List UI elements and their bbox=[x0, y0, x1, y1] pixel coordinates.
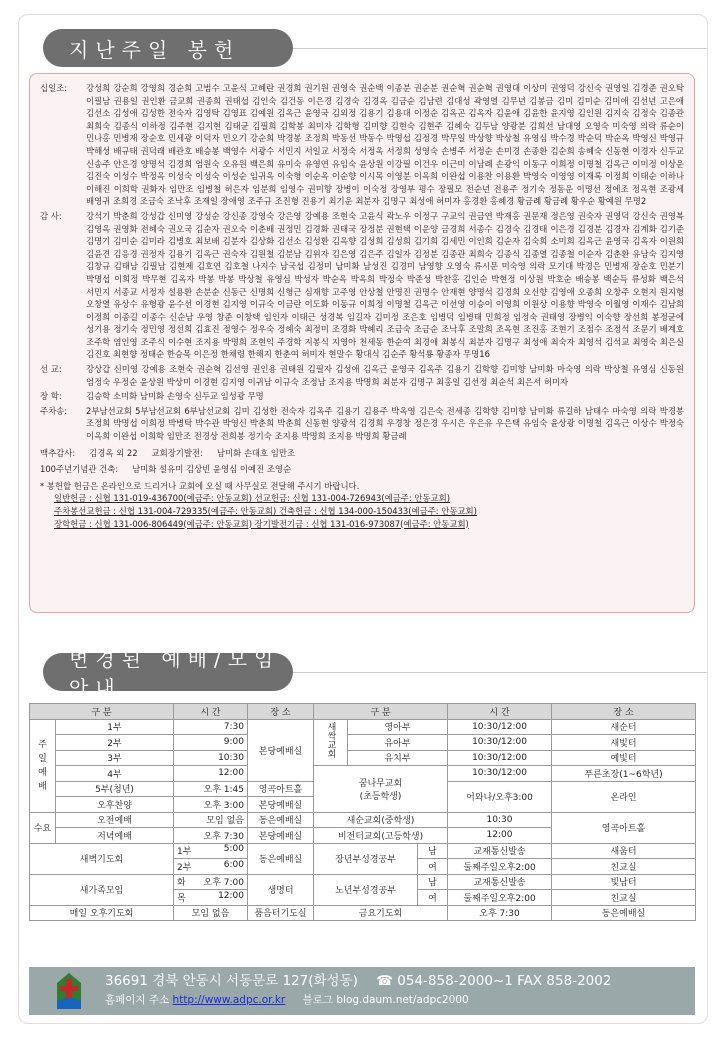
section-title-schedule bbox=[43, 647, 293, 700]
bulletin-page bbox=[18, 14, 708, 1024]
service-name: 2부 bbox=[56, 735, 174, 751]
family-slot bbox=[174, 874, 248, 890]
family-day: 화 bbox=[177, 878, 186, 889]
service-time: 12:00 bbox=[174, 766, 248, 782]
footer bbox=[29, 967, 695, 1015]
dawn-label: 새벽기도회 bbox=[30, 843, 174, 874]
blog: 블로그 blog.daum.net/adpc2000 bbox=[302, 994, 469, 1006]
col-header: 시 간 bbox=[448, 704, 552, 720]
study-place: 친교실 bbox=[552, 859, 696, 875]
bank-account: 주차봉선교헌금 : 신협 131-004-729335(예금주: 안동교회) 건축헌금 : 신협 134-000-150433(예금주: 안동교회) bbox=[54, 506, 477, 516]
misc-label: 교회장기발전: bbox=[151, 447, 203, 458]
dept-time: 10:30 bbox=[448, 812, 552, 828]
dept-name: 비전터교회(고등학생) bbox=[314, 828, 448, 844]
offering-label: 십일조: bbox=[40, 83, 68, 93]
col-header: 구 분 bbox=[314, 704, 448, 720]
section-title-text: 변경된 예배/모임안내 bbox=[69, 647, 281, 700]
divider bbox=[293, 48, 708, 49]
offering-row bbox=[40, 210, 684, 361]
offering-row bbox=[40, 405, 684, 443]
study-place: 친교실 bbox=[552, 890, 696, 906]
service-name: 금요기도회 bbox=[314, 905, 448, 921]
dept-name: 유아부 bbox=[348, 735, 448, 751]
address: 36691 경북 안동시 서동문로 127(화성동) bbox=[105, 973, 358, 989]
dept-name: 유치부 bbox=[348, 750, 448, 766]
offering-label: 선 교: bbox=[40, 364, 62, 375]
dept-place: 푸른초장(1~6학년) bbox=[552, 766, 696, 782]
service-place: 영곡아트홀 bbox=[248, 781, 314, 797]
service-name: 오전예배 bbox=[56, 812, 174, 828]
dept-time: 12:00 bbox=[448, 828, 552, 844]
study-label: 노년부성경공부 bbox=[314, 874, 418, 905]
homepage-link[interactable]: http://www.adpc.or.kr bbox=[172, 994, 286, 1006]
service-time: 7:30 bbox=[174, 719, 248, 735]
study-time: 교재통신발송 bbox=[448, 843, 552, 859]
service-time: 모임 없음 bbox=[174, 812, 248, 828]
service-place: 본당예배실 bbox=[248, 797, 314, 813]
family-label: 새가족모임 bbox=[30, 874, 174, 905]
service-name: 매일 오후기도회 bbox=[30, 905, 174, 921]
dept-time: 10:30/12:00 bbox=[448, 766, 552, 782]
col-header: 장 소 bbox=[248, 704, 314, 720]
offering-names: 강석기 박춘희 강성갑 신미영 강성순 강신종 강영숙 강은영 강예용 조현숙 고윤식 곽노우 이정구 구교익 권금연 박재홍 권문재 정은영 권숙자 권영덕 강신숙 권영복 김영옥 권영화 전혜숙 권오국 김순자 권오숙 이춘배 권정민 김경화 권태국 장정분 권현택 이운양 금경희 서종수 김경숙 김경태 이은경 김경분 김경자 김계화 김기준 김명기 김미순 김미라 김병호 최보배 김분자 김상화 김선소 김성환 김옥향 김성희 김성희 김기희 김세민 이인희 김순자 김숙희 소미희 김옥근 윤영국 김옥자 이원희 김윤견 김응경 권정자 김용기 김옥근 권숙자 김원철 김분남 김위자 김은영 김은주 김일자 김정분 김종관 최희숙 김종식 김종열 김종철 이순자 김춘환 유남숙 김지영 김창규 김태남 김필남 김현제 김호연 김호철 나지수 남국섭 김정미 남미화 남성진 김경미 남영향 오영숙 류시문 미숙영 의락 모기대 박경은 민병재 장순호 민분기 박명섭 이희정 박무현 김옥자 박봉 박봉 박상철 유영심 박성자 박순옥 박옥희 박정숙 박준성 박찬홍 김인순 박현정 이상원 박호순 배승봉 백순득 류성화 백은석 서민지 서종교 서정자 설용환 손분순 신동근 신명희 신형근 심재향 고주영 안상철 안명진 권명수 안재현 양명석 김경희 오신향 김영애 오종희 오창주 오현지 원지형 오창열 유상수 유형광 윤수선 이경현 김지영 이규숙 이금란 이도화 이동규 이희정 이명철 김옥근 이선영 이승이 이영희 이원상 이용향 박영숙 이월영 이재수 김남희 이정희 이종길 이종수 신순남 우영 창준 이창택 임인자 이태근 성경복 임길자 김미정 조은호 임병덕 임병태 민희정 임정숙 권태영 장병익 이숙향 장선희 봉정균에 성기용 정기숙 정민영 정선희 김효진 정영수 정우숙 정혜숙 최정미 조경화 박혜리 조금숙 조금순 조낙후 조말희 조옥현 조진홍 조현기 조점수 조정석 조문기 배계호 조주학 염인영 조주식 이수현 조지용 박명희 조현익 주경학 지봉식 지영아 천세동 한순여 최경애 최봉식 최분자 김명구 최성애 최숙자 최영석 김석교 최영숙 최은실 김진호 최현향 정태순 한승목 이은정 한채령 한해지 한춘여 허미자 현말수 황대식 김순주 황석룡 황종자 무명16 bbox=[86, 210, 684, 360]
misc-value: 남미화 손대호 임만조 bbox=[216, 447, 296, 458]
dept-place: 새순터 bbox=[552, 719, 696, 735]
offering-row bbox=[40, 82, 684, 208]
family-slot bbox=[174, 890, 248, 906]
misc-label: 맥추감사: bbox=[40, 447, 76, 458]
study-time: 교재통신발송 bbox=[448, 874, 552, 890]
kids-label bbox=[314, 719, 348, 766]
footer-line-1 bbox=[105, 972, 611, 991]
service-place: 생명터 bbox=[248, 874, 314, 905]
study-label: 장년부성경공부 bbox=[314, 843, 418, 874]
bank-account: 장학헌금 : 신협 131-006-806449(예금주: 안동교회) 장기발전기금 : 신협 131-016-973087(예금주: 안동교회) bbox=[54, 518, 469, 529]
bank-note: * 봉헌할 헌금은 온라인으로 드리거나 교회에 오실 때 사무실로 전달해 주시기 바랍니다. bbox=[40, 480, 360, 491]
bank-account: 일반헌금 : 신협 131-019-436700(예금주: 안동교회) 선교헌금: 신협 131-004-726943(예금주: 안동교회) bbox=[54, 493, 450, 504]
bank-info bbox=[40, 480, 684, 530]
study-sex: 남 bbox=[418, 843, 448, 859]
service-time: 오후 7:30 bbox=[174, 828, 248, 844]
service-place: 본당예배실 bbox=[248, 828, 314, 844]
section-title-offerings bbox=[43, 29, 293, 67]
service-time: 모임 없음 bbox=[174, 905, 248, 921]
misc-line bbox=[40, 447, 684, 460]
schedule-table bbox=[29, 703, 695, 921]
study-sex: 남 bbox=[418, 874, 448, 890]
kids-label-text: 새싹교회 bbox=[325, 721, 336, 758]
dawn-part: 1부 bbox=[177, 847, 192, 858]
dept-time: 10:30/12:00 bbox=[448, 719, 552, 735]
family-time: 12:00 bbox=[218, 890, 244, 901]
offering-label: 주차송: bbox=[40, 405, 68, 416]
offerings-list bbox=[40, 82, 684, 443]
dawn-time: 5:00 bbox=[223, 844, 244, 855]
service-name: 5부(청년) bbox=[56, 781, 174, 797]
footer-text bbox=[105, 972, 611, 1010]
service-time: 오후 1:45 bbox=[174, 781, 248, 797]
dept-name: 영아부 bbox=[348, 719, 448, 735]
service-place: 품음터기도실 bbox=[248, 905, 314, 921]
service-name: 오후찬양 bbox=[56, 797, 174, 813]
offering-label: 장 학: bbox=[40, 391, 62, 402]
misc-line bbox=[40, 463, 684, 476]
dept-time: 10:30/12:00 bbox=[448, 735, 552, 751]
misc-value: 김경옥 외 22 bbox=[89, 447, 138, 458]
study-place: 새움터 bbox=[552, 843, 696, 859]
service-name: 저녁예배 bbox=[56, 828, 174, 844]
offering-names: 김승학 소미화 남미화 손영숙 신두교 임성광 무명 bbox=[86, 391, 264, 402]
offering-names: 강상갑 신미영 강예용 조현숙 권순혁 김선영 권인용 권태원 김필자 김성애 김옥근 윤영국 김옥주 김용기 김학향 김미향 남미화 마숙영 의락 박상철 유영심 신동원 엄정숙 우정순 윤상원 박상미 이경현 김지영 이귀남 이규숙 조정남 조지용 박명희 최분자 김명구 최홍일 김선정 최순석 최은서 허미자 bbox=[86, 364, 684, 387]
family-day: 목 bbox=[177, 893, 186, 904]
offering-label: 감 사: bbox=[40, 210, 62, 221]
study-time: 둘째주일오후2:00 bbox=[448, 890, 552, 906]
col-header: 시 간 bbox=[174, 704, 248, 720]
service-time: 오후 3:00 bbox=[174, 797, 248, 813]
col-header: 구 분 bbox=[30, 704, 174, 720]
section-title-text: 지난주일 봉헌 bbox=[69, 37, 241, 62]
service-place: 동은예배실 bbox=[552, 905, 696, 921]
dept-time: 10:30/12:00 bbox=[448, 750, 552, 766]
offering-row bbox=[40, 363, 684, 388]
service-place: 본당예배실 bbox=[248, 719, 314, 781]
service-time: 9:00 bbox=[174, 735, 248, 751]
misc-value: 남미화 설유미 김상빈 윤영심 이예진 조영순 bbox=[132, 464, 292, 475]
divider bbox=[293, 672, 708, 673]
dept-place: 영곡아트홀 bbox=[552, 812, 696, 843]
homepage-label: 홈페이지 주소 bbox=[105, 994, 170, 1006]
service-place: 동은예배실 bbox=[248, 812, 314, 828]
offering-names: 강성희 강순희 강영희 경순희 고범수 고윤식 고혜란 권경희 권기원 권영숙 권순백 이종분 권순분 권순혁 권순혁 권영대 이상미 권영덕 강신숙 권영일 김경준 권오탁 이필남 권용일 권인환 금교희 권종희 권태섭 김인숙 김건동 이은경 김경숙 김경옥 김금순 김남련 김대성 곽영열 김무년 김봉금 김미 김미순 김미애 김선년 고은애 김선소 김성애 김성한 전숙자 김영탁 김영표 김예원 김옥근 윤영국 김외정 김용기 김용대 이정순 김옥곤 김옥자 김윤애 김윤한 윤지영 김인원 김지숙 김정숙 김종관 최희숙 김종식 이하정 김주현 김지현 김태균 김필희 김학봉 최미자 김학형 김미향 김현숙 김현주 김혜숙 김두남 양광분 김희선 남대영 오영숙 미숙영 의락 류순이 민나홍 민병재 장순호 민세광 이덕자 민오기 강순희 박경봉 조정희 박동선 박동수 박명섭 김정경 박무일 박상향 박상철 유영심 박수경 박순덕 박순옥 박영신 박영규 박해성 배규태 권덕래 배관호 배승봉 백영수 서광수 서민지 서일교 서정숙 서정옥 서정희 성영숙 손병주 서정순 손미경 손종환 김순희 송혜숙 신동현 이경자 신두교 신송주 안은경 양명석 김경희 엄원숙 오유원 백은희 유미숙 유영연 유임숙 윤상원 이강필 이건우 이근미 이남례 손광익 이동구 이희정 이명철 김옥근 이미정 이상운 김진숙 이성수 박정옥 이성숙 이성숙 이성순 임귀옥 이숙형 이순옥 이순향 이시목 이영분 이옥희 이완섭 이용찬 이용환 박영숙 이영영 이재록 이정희 이태순 이하나 이해진 이희학 권화자 임만조 임병철 허은자 임분희 임영수 권미향 장병이 이숙정 장영부 평수 장필모 전순년 전용주 정기숙 정동운 이명선 정에조 정옥현 조광세 배영귀 조희경 조금숙 조낙후 조재일 장애영 조주규 조진형 진용기 최기운 최분자 김명구 최성애 허미자 홍경환 홍혜경 황금례 황금례 황우순 황예원 무명2 bbox=[86, 83, 684, 207]
study-place: 빛남터 bbox=[552, 874, 696, 890]
dawn-time: 6:00 bbox=[223, 859, 244, 870]
family-time: 오후 7:00 bbox=[203, 878, 244, 889]
dept-place: 온라인 bbox=[552, 781, 696, 812]
dream-label: 꿈나무교회 (초등학생) bbox=[314, 766, 448, 813]
service-time: 10:30 bbox=[174, 750, 248, 766]
offering-row bbox=[40, 390, 684, 403]
dawn-slot bbox=[174, 843, 248, 859]
phone: ☎ 054-858-2000~1 FAX 858-2002 bbox=[376, 973, 612, 989]
service-time: 오후 7:30 bbox=[448, 905, 552, 921]
study-time: 둘째주일오후2:00 bbox=[448, 859, 552, 875]
service-name: 1부 bbox=[56, 719, 174, 735]
sunday-label: 주 일 예 배 bbox=[30, 719, 56, 812]
misc-label: 100주년기념관 건축: bbox=[40, 464, 119, 475]
dept-place: 새빛터 bbox=[552, 735, 696, 751]
wed-label: 수요 bbox=[30, 812, 56, 843]
offering-names: 2부남선교회 5부남선교회 6부남선교회 김미 김성한 전숙자 김옥주 김용기 김용주 박옥영 김은숙 전세종 김학향 김미향 남미화 류길하 남태수 마숙영 의락 박경봉 조정희 박명섭 이희정 박병탁 박수관 박영신 박춘희 박춘희 신동현 양광석 김경희 우경창 정은경 우시은 우은유 우은택 유임숙 윤상광 이명철 김옥근 이상수 박정숙 이옥희 이완섭 이희학 임만조 전경상 전희봉 정기숙 조지용 박명희 조지용 박명희 황금례 bbox=[86, 405, 684, 442]
study-sex: 여 bbox=[418, 859, 448, 875]
dept-name: 새순교회(중학생) bbox=[314, 812, 448, 828]
service-name: 4부 bbox=[56, 766, 174, 782]
dawn-slot bbox=[174, 859, 248, 875]
dept-time: 어와나/오후3:00 bbox=[448, 781, 552, 812]
service-name: 3부 bbox=[56, 750, 174, 766]
study-sex: 여 bbox=[418, 890, 448, 906]
col-header: 장 소 bbox=[552, 704, 696, 720]
dept-place: 예빛터 bbox=[552, 750, 696, 766]
church-logo-icon bbox=[51, 971, 87, 1011]
dawn-part: 2부 bbox=[177, 862, 192, 873]
offerings-box bbox=[29, 73, 695, 613]
service-place: 동은예배실 bbox=[248, 843, 314, 874]
footer-line-2 bbox=[105, 991, 611, 1010]
